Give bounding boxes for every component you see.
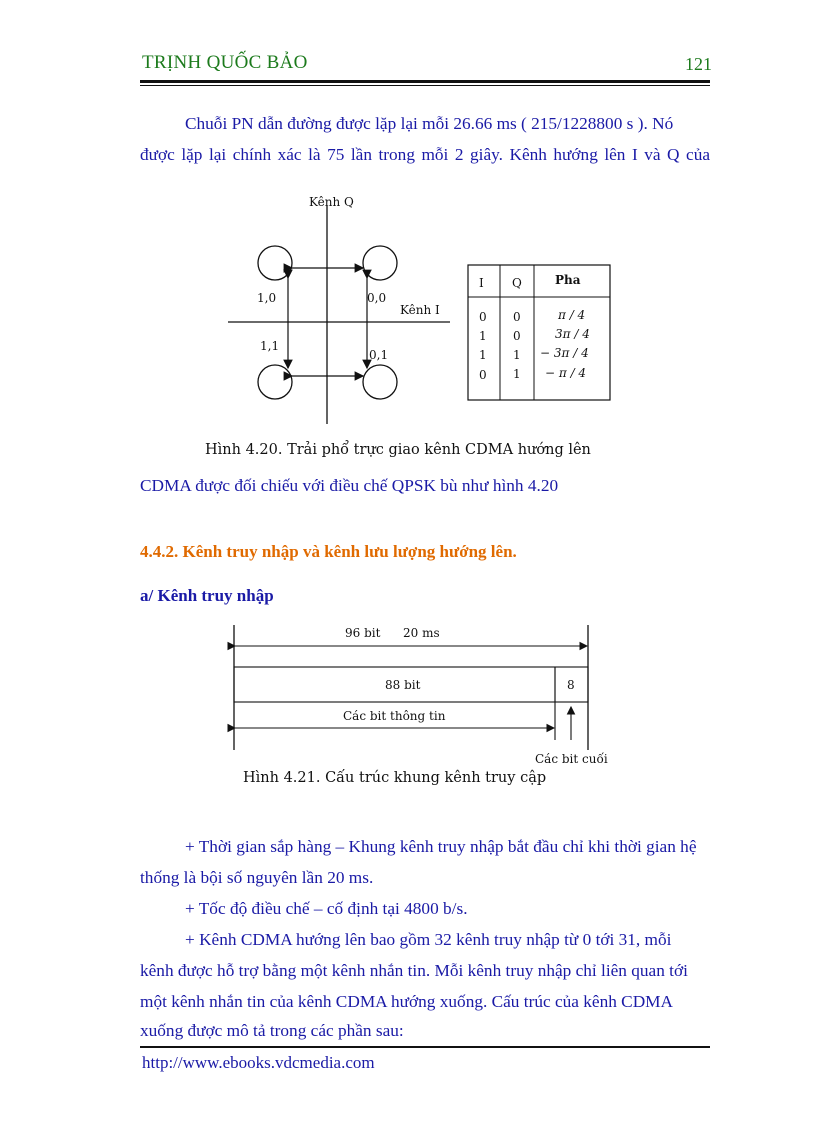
footer-url-link[interactable]: http://www.ebooks.vdcmedia.com (142, 1053, 375, 1072)
table-cell: 0 (479, 310, 487, 324)
tail-bits-label: Các bit cuối (535, 752, 608, 766)
paragraph-2: CDMA được đối chiếu với điều chế QPSK bù như hình 4.20 (140, 476, 559, 495)
table-cell: 1 (479, 348, 487, 362)
point-label-0-0: 0,0 (367, 291, 387, 305)
table-cell: 0 (513, 329, 521, 343)
frame-bits-label: 96 bit (345, 626, 381, 640)
table-header-pha: Pha (555, 273, 581, 287)
figure-4-21-caption: Hình 4.21. Cấu trúc khung kênh truy cập (243, 770, 547, 786)
point-label-1-0: 1,0 (257, 291, 277, 305)
header-rule-thin (140, 85, 710, 86)
table-cell: − π / 4 (545, 366, 587, 380)
table-cell: π / 4 (558, 308, 586, 322)
paragraph-1-line-2: được lặp lại chính xác là 75 lần trong mỗi 2 giây. Kênh hướng lên I và Q của (140, 145, 710, 164)
table-header-i: I (479, 276, 484, 290)
phase-table (468, 265, 610, 400)
bullet-3-line-1: + Kênh CDMA hướng lên bao gồm 32 kênh truy nhập từ 0 tới 31, mỗi (185, 930, 672, 949)
bullet-1-line-1: + Thời gian sắp hàng – Khung kênh truy nhập bắt đầu chỉ khi thời gian hệ (185, 837, 697, 856)
table-cell: 1 (513, 367, 521, 381)
table-cell: 1 (479, 329, 487, 343)
constellation-point-0-1 (363, 365, 397, 399)
table-cell: 0 (513, 310, 521, 324)
paragraph-1-line-1: Chuỗi PN dẫn đường được lặp lại mỗi 26.66 ms ( 215/1228800 s ). Nó (185, 114, 674, 133)
point-label-1-1: 1,1 (260, 339, 280, 353)
constellation-point-1-0 (258, 246, 292, 280)
bullet-3-line-4: xuống được mô tả trong các phần sau: (140, 1021, 404, 1040)
section-title: 4.4.2. Kênh truy nhập và kênh lưu lượng hướng lên. (140, 542, 517, 561)
page-number: 121 (685, 54, 712, 74)
figure-4-20-caption: Hình 4.20. Trải phổ trực giao kênh CDMA hướng lên (205, 442, 591, 458)
subsection-title: a/ Kênh truy nhập (140, 586, 274, 605)
point-label-0-1: 0,1 (369, 348, 389, 362)
figure-4-20-diagram (220, 190, 620, 435)
constellation-point-1-1 (258, 365, 292, 399)
table-header-q: Q (512, 276, 522, 290)
bullet-2: + Tốc độ điều chế – cố định tại 4800 b/s. (185, 899, 468, 918)
bullet-3-line-2: kênh được hỗ trợ bằng một kênh nhắn tin. Mỗi kênh truy nhập chỉ liên quan tới (140, 961, 688, 980)
table-cell: 3π / 4 (555, 327, 590, 341)
footer-rule (140, 1046, 710, 1048)
constellation-point-0-0 (363, 246, 397, 280)
bullet-3-line-3: một kênh nhắn tin của kênh CDMA hướng xuống. Cấu trúc của kênh CDMA (140, 992, 674, 1011)
bullet-1-line-2: thống là bội số nguyên lần 20 ms. (140, 868, 374, 887)
header-rule (140, 80, 710, 83)
table-cell: 1 (513, 348, 521, 362)
info-field-label: 88 bit (385, 678, 421, 692)
info-bits-label: Các bit thông tin (343, 709, 446, 723)
table-cell: 0 (479, 368, 487, 382)
frame-duration-label: 20 ms (403, 626, 440, 640)
table-cell: − 3π / 4 (540, 346, 589, 360)
q-axis-label: Kênh Q (309, 195, 354, 209)
figure-4-21-diagram (225, 615, 615, 770)
i-axis-label: Kênh I (400, 303, 440, 317)
header-author: TRỊNH QUỐC BẢO (142, 52, 308, 73)
tail-field-label: 8 (567, 678, 575, 692)
